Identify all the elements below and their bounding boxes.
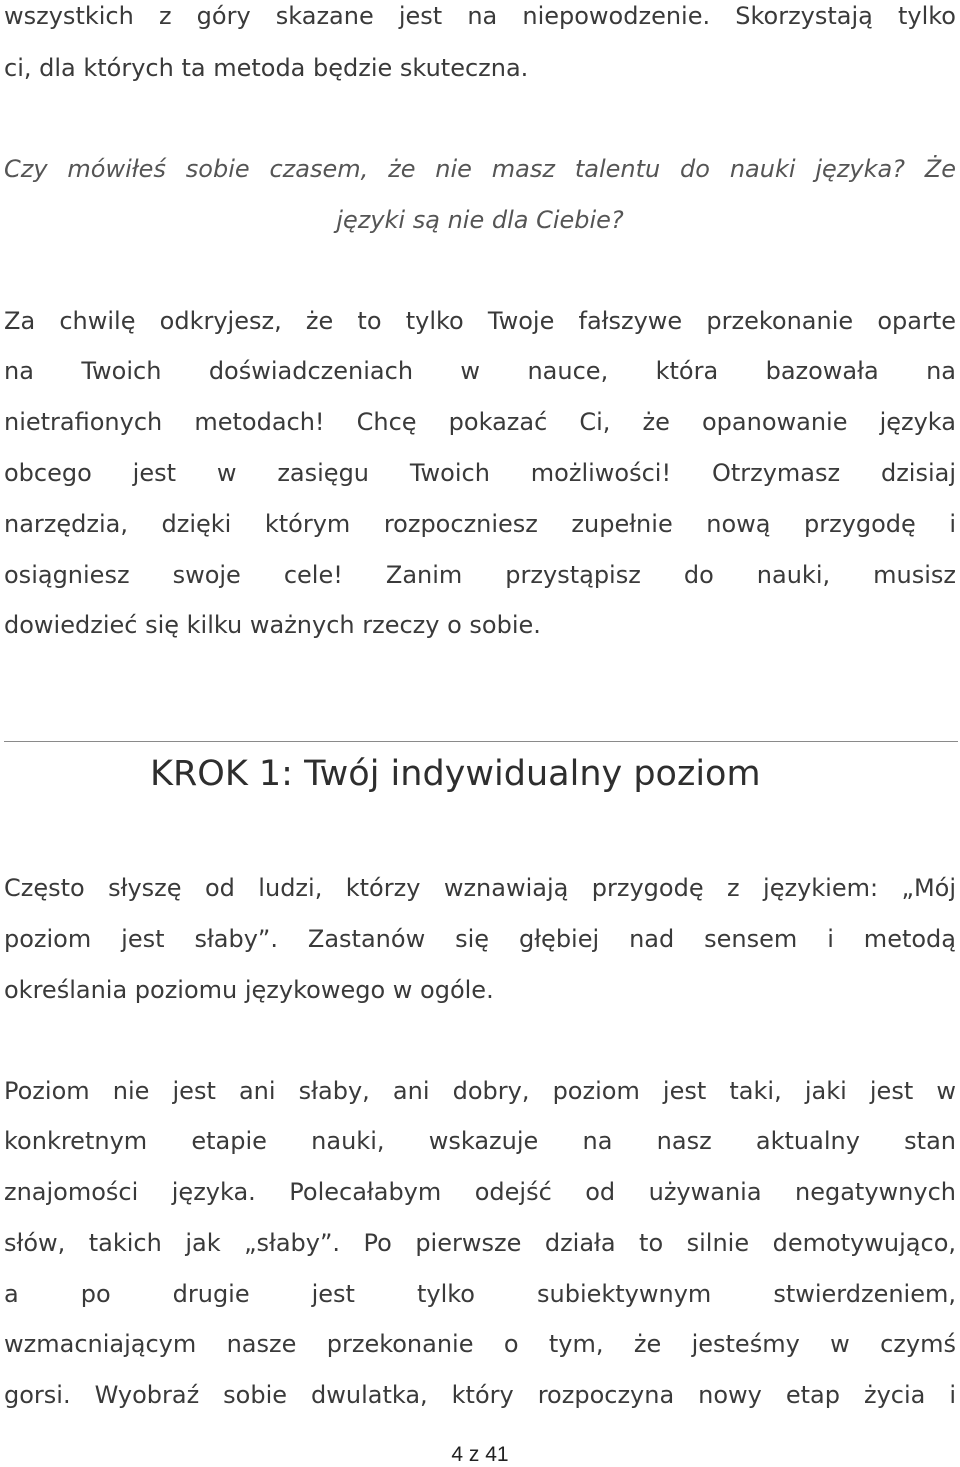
text-line: narzędzia, dzięki którym rozpoczniesz zupełnie nową przygodę i	[4, 510, 956, 538]
text-line: konkretnym etapie nauki, wskazuje na nasz aktualny stan	[4, 1127, 956, 1155]
text-line: wzmacniającym nasze przekonanie o tym, że jesteśmy w czymś	[4, 1330, 956, 1358]
section-divider	[4, 741, 958, 742]
text-line: słów, takich jak „słaby”. Po pierwsze działa to silnie demotywująco,	[4, 1229, 956, 1257]
text-line: ci, dla których ta metoda będzie skuteczna.	[4, 54, 529, 82]
text-line: poziom jest słaby”. Zastanów się głębiej nad sensem i metodą	[4, 925, 956, 953]
section-heading: KROK 1: Twój indywidualny poziom	[150, 754, 761, 794]
text-line: Poziom nie jest ani słaby, ani dobry, poziom jest taki, jaki jest w	[4, 1077, 956, 1105]
text-line: określania poziomu językowego w ogóle.	[4, 976, 494, 1004]
italic-question-line: języki są nie dla Ciebie?	[336, 206, 624, 234]
text-line: a po drugie jest tylko subiektywnym stwierdzeniem,	[4, 1280, 956, 1308]
text-line: Za chwilę odkryjesz, że to tylko Twoje fałszywe przekonanie oparte	[4, 307, 956, 335]
text-line: wszystkich z góry skazane jest na niepowodzenie. Skorzystają tylko	[4, 2, 956, 30]
text-line: osiągniesz swoje cele! Zanim przystąpisz do nauki, musisz	[4, 561, 956, 589]
text-line: nietrafionych metodach! Chcę pokazać Ci, że opanowanie języka	[4, 408, 956, 436]
text-line: gorsi. Wyobraź sobie dwulatka, który rozpoczyna nowy etap życia i	[4, 1381, 956, 1409]
italic-question-line: Czy mówiłeś sobie czasem, że nie masz talentu do nauki języka? Że	[4, 155, 956, 183]
text-line: obcego jest w zasięgu Twoich możliwości! Otrzymasz dzisiaj	[4, 459, 956, 487]
text-line: dowiedzieć się kilku ważnych rzeczy o sobie.	[4, 611, 541, 639]
page-number: 4 z 41	[451, 1443, 509, 1466]
text-line: Często słyszę od ludzi, którzy wznawiają przygodę z językiem: „Mój	[4, 874, 956, 902]
text-line: na Twoich doświadczeniach w nauce, która bazowała na	[4, 357, 956, 385]
text-line: znajomości języka. Polecałabym odejść od używania negatywnych	[4, 1178, 956, 1206]
